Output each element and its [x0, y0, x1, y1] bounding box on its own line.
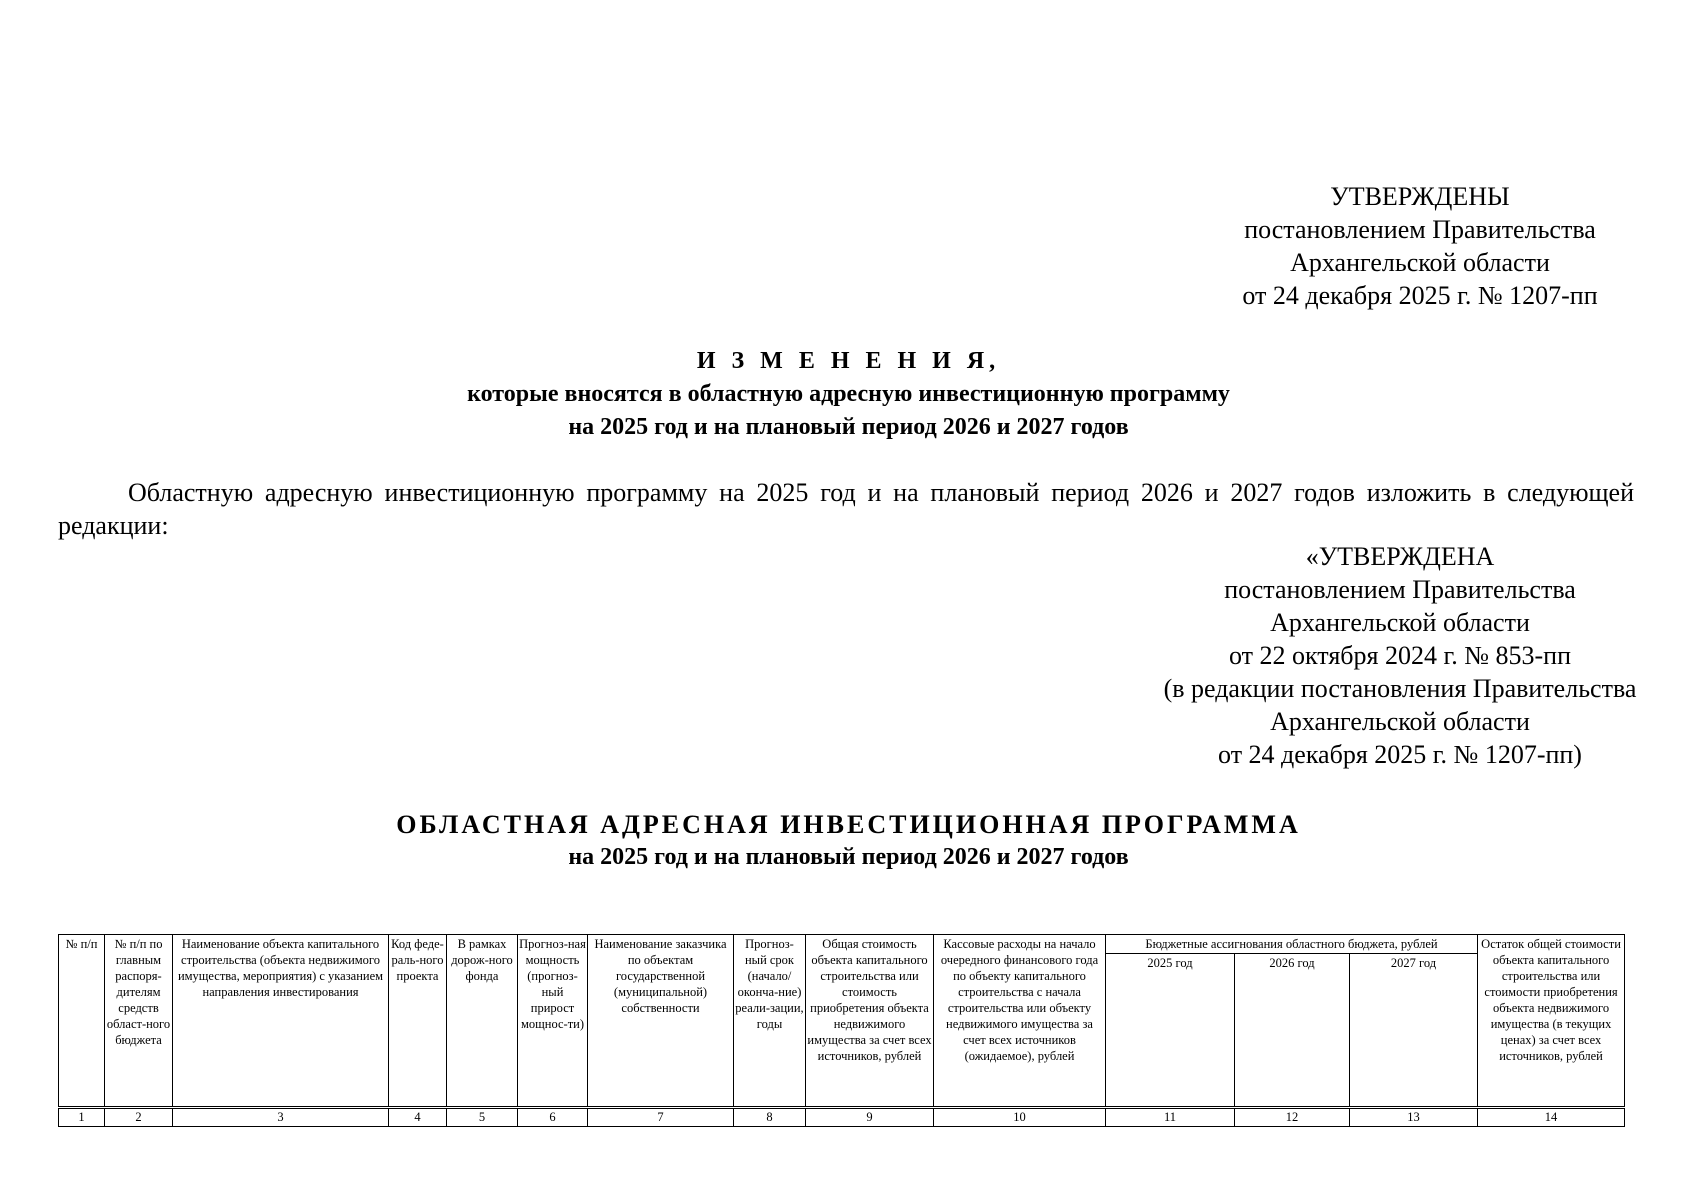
column-number-cell: 14 — [1478, 1108, 1625, 1127]
header-cell: Прогноз-ная мощность (прогноз-ный прирост мощнос-ти) — [518, 935, 588, 1108]
column-number-cell: 11 — [1106, 1108, 1235, 1127]
approval-line: Архангельской области — [1290, 248, 1550, 277]
program-heading — [0, 808, 1697, 874]
header-cell-year: 2026 год — [1235, 954, 1350, 1108]
header-cell: Наименование заказчика по объектам государственной (муниципальной) собственности — [588, 935, 734, 1108]
column-number-cell: 1 — [59, 1108, 105, 1127]
column-number-cell: 2 — [105, 1108, 173, 1127]
approval-stamp-decree — [1220, 180, 1620, 312]
approval-stamp-program — [1110, 540, 1690, 771]
column-number-cell: 9 — [806, 1108, 934, 1127]
column-number-cell: 13 — [1350, 1108, 1478, 1127]
changes-heading — [0, 345, 1697, 444]
header-cell: Остаток общей стоимости объекта капитального строительства или стоимости приобретения объекта недвижимого имущества (в текущих ценах) за счет всех источников, рублей — [1478, 935, 1625, 1108]
column-number-cell: 4 — [389, 1108, 447, 1127]
header-cell: Наименование объекта капитального строительства (объекта недвижимого имущества, мероприятия) с указанием направления инвестирования — [173, 935, 389, 1108]
column-number-cell: 12 — [1235, 1108, 1350, 1127]
approval-line: от 24 декабря 2025 г. № 1207-пп — [1242, 281, 1598, 310]
column-number-cell: 7 — [588, 1108, 734, 1127]
header-cell: № п/п по главным распоря-дителям средств област-ного бюджета — [105, 935, 173, 1108]
investment-program-table — [58, 934, 1625, 1127]
column-number-cell: 10 — [934, 1108, 1106, 1127]
changes-title: И З М Е Н Е Н И Я, — [696, 348, 1001, 374]
header-cell: Общая стоимость объекта капитального строительства или стоимость приобретения объекта недвижимого имущества за счет всех источников, рублей — [806, 935, 934, 1108]
approval-line: Архангельской области — [1270, 608, 1530, 637]
header-group-cell: Бюджетные ассигнования областного бюджета, рублей — [1106, 935, 1478, 954]
approval-line: УТВЕРЖДЕНЫ — [1330, 182, 1510, 211]
column-number-cell: 6 — [518, 1108, 588, 1127]
approval-line: (в редакции постановления Правительства — [1163, 674, 1637, 703]
approval-line: от 24 декабря 2025 г. № 1207-пп) — [1218, 740, 1582, 769]
header-cell: Код феде-раль-ного проекта — [389, 935, 447, 1108]
header-cell-year: 2027 год — [1350, 954, 1478, 1108]
approval-line: «УТВЕРЖДЕНА — [1305, 542, 1495, 571]
column-number-row — [59, 1108, 1625, 1127]
intro-paragraph: Областную адресную инвестиционную программу на 2025 год и на плановый период 2026 и 2027 годов изложить в следующей редакции: — [58, 478, 1634, 540]
changes-subtitle-line: которые вносятся в областную адресную инвестиционную программу — [467, 381, 1230, 407]
header-cell: Кассовые расходы на начало очередного финансового года по объекту капитального строительства с начала строительства или объекту недвижимого имущества за счет всех источников (ожидаемое), рублей — [934, 935, 1106, 1108]
program-subtitle: на 2025 год и на плановый период 2026 и 2027 годов — [568, 844, 1129, 870]
approval-line: от 22 октября 2024 г. № 853-пп — [1229, 641, 1571, 670]
header-cell: В рамках дорож-ного фонда — [447, 935, 518, 1108]
approval-line: постановлением Правительства — [1244, 215, 1596, 244]
column-number-cell: 5 — [447, 1108, 518, 1127]
approval-line: постановлением Правительства — [1224, 575, 1576, 604]
program-title: ОБЛАСТНАЯ АДРЕСНАЯ ИНВЕСТИЦИОННАЯ ПРОГРАММА — [396, 810, 1301, 839]
column-number-cell: 8 — [734, 1108, 806, 1127]
header-cell: № п/п — [59, 935, 105, 1108]
approval-line: Архангельской области — [1270, 707, 1530, 736]
column-number-cell: 3 — [173, 1108, 389, 1127]
header-cell-year: 2025 год — [1106, 954, 1235, 1108]
changes-subtitle-line: на 2025 год и на плановый период 2026 и 2027 годов — [568, 414, 1129, 440]
header-cell: Прогноз-ный срок (начало/ оконча-ние) реали-зации, годы — [734, 935, 806, 1108]
